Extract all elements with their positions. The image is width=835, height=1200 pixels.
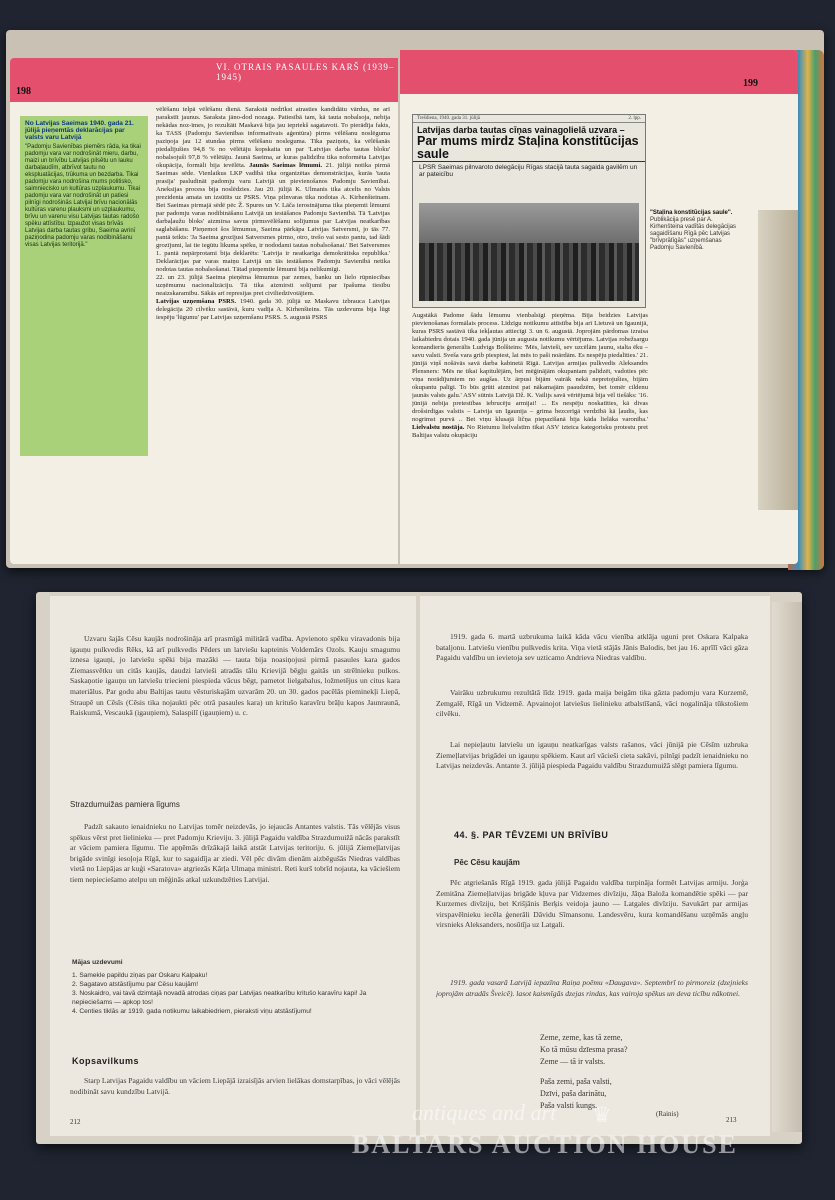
page-213 xyxy=(420,596,770,1136)
page-199 xyxy=(400,50,798,564)
section-heading: Strazdumuižas pamiera līgums xyxy=(70,800,180,809)
page-number: 213 xyxy=(726,1116,737,1124)
paragraph: 1940. gada 30. jūlijā uz Maskavu izbrauca Latvijas delegācija 20 cilvēku sastāvā, kuru vadīja A. Kirhenšteins. Tās uzdevums bija lūgt iespēju 'lūgumu' par Latvijas uzņemšanu PSRS. 5. augustā PSRS xyxy=(156,298,390,321)
paragraph: 21. jūlijā notika pirmā Saeimas sēde. Vienlaikus LKP vadībā tika organizētas demonstrācijas, kurās 'tauta prasīja' pasludināt padomju varu Latvijā un pievienošanos Padomju Savienībai. Aneksijas process bija noslēdzies. Jau 20. jūlijā K. Ulmanis tika atcelts no Valsts prezidenta amata un izsūtīts uz PSRS. Viņa pilnvaras tika nodotas A. Kirhenšteinam. Bet Saeimas pirmajā sēdē pēc Ž. Spures un V. Lāča ierosinājuma tika pieņemti lēmumi par padomju varas nodibināšanu Latvijā un iestāšanos Padomju Savienībā. Tā 'Latvijas darbaļaužu bloks' aizmirsa savus pirmsvēlēšanu solījumus par Latvijas neatkarības saglabāšanu. Pieņemot šos lēmumus, Saeima pārkāpa Latvijas Satversmi, jo tās 77. pantā teikts: 'Ja Saeima grozījusi Satversmes pirmo, otro, trešo vai sesto pantu, tad šādi grozījumi, lai tie iegūtu likuma spēku, ir nododami tautas nobalsošanai.' Bet Satversmes 1. pantā nepārprotami bija deklarēts: 'Latvija ir neatkarīga demokrātiska republika.' Deklarācijas par varas maiņu Latvijā un tās iestāšanos Padomju Savienībā netika nodotas tautas nobalsošanai. Tātad pieņemtie lēmumi bija nelikumīgi. xyxy=(156,162,390,273)
section-heading: Pēc Cēsu kaujām xyxy=(454,858,520,867)
sidebar-title: No Latvijas Saeimas 1940. gada 21. jūlijā pieņemtās deklarācijas par valsts varu Latvijā xyxy=(25,120,134,141)
poem-line: Ko tā mūsu dzīesma prasa? xyxy=(540,1045,628,1054)
homework-item: 3. Noskaidro, vai tavā dzimtajā novadā atrodas ciņas par Latvijas neatkarību kritušo karavīru kapi! Ja nepieciešams — apkop tos! xyxy=(72,990,367,1006)
page-number: 198 xyxy=(16,86,31,97)
section-heading: Lielvalstu nostāja. xyxy=(412,424,465,431)
chapter-title: 44. §. PAR TĒVZEMI UN BRĪVĪBU xyxy=(454,830,609,840)
summary-heading: Kopsavilkums xyxy=(72,1056,140,1066)
poem-author: (Rainis) xyxy=(656,1110,679,1118)
crown-icon: ♛ xyxy=(592,1102,612,1127)
bottom-book xyxy=(36,592,802,1144)
main-column xyxy=(412,312,648,558)
page-198 xyxy=(10,58,398,564)
page-edges xyxy=(772,602,802,1132)
paragraph: vēlēšanu telpā vēlēšanu dienā. Sarakstā nedrīkst atrasties kandidātu vārdus, ne arī parakstīt jaunus. Saraksta jāno-dod nozaga. Patiesībā tam, kā tauta nobalsoja, nebija nekādas noz-īmes, jo rezultāti Maskavā bija jau iepriekš sagatavoti. To pierādīja fakts, ka TASS (Padomju Savienības informatīvais aģentūra) pirms vēlēšanu noslēguma paziņoja jau 12 stundas pirms vēlēšanu nosleguma. Tika paziņots, ka vēlēšanās piedalījušies 94,8 % no vēlētāju kopskaita un par 'Latvijas darba tautas bloku' nobalsojuši 97,8 % vēlētāju. Jaunā Saeima, ar kuras palīdzību tika noformēta Latvijas okupācija, formāli bija ievēlēta. xyxy=(156,106,390,169)
top-book xyxy=(6,30,824,568)
newspaper-page: 2. lpp. xyxy=(628,116,641,121)
poem-line: Paša valsti kungs. xyxy=(540,1101,598,1110)
paragraph: Padzīt sakauto ienaidnieku no Latvijas tomēr neizdevās, jo iejaucās Antantes valstis. Tās vēlējās visus spēkus vērst pret lielinieku — pret Padomju Krieviju. 3. jūlijā Pagaidu valdība Strazdumuižā nācās parakstīt ar vāciem pamiera līgumu. Tie apņēmās drīzākajā laikā atstāt Latvijas teritoriju. 6. jūlijā Ziemeļlatvijas brigāde svinīgi iesoļoja Rīgā, kur to sagaidīja ar ziedi. Vēl pēc divām dienām aizbēgušās Niedras valdības vietā no Liepājas ar kuģi «Saratova» atgriezās Kārļa Ulmaņa ministri. Reti kurš tobrīd nojauta, ka vāciešiem tiem nepieciešamo atelpu un mēģinās atkal uzkundzēties Latvijai. xyxy=(70,822,400,884)
page-number: 199 xyxy=(743,78,758,89)
newspaper-headline-2: Par mums mirdz Staļina konstitūcijas saule xyxy=(413,135,645,162)
paragraph: 1919. gada 6. martā uzbrukuma laikā kāda vācu vienība atklāja uguni pret Oskara Kalpaka bataljonu. Latviešu vienību pulkvedis krita. Viņa vietā stājās Jānis Balodis, bet jau 16. aprīlī vāci gāza Pagaidu valdību un ievietoja sev uzticamo Andrieva Niedras valdību. xyxy=(436,632,748,663)
crowd-photo xyxy=(419,203,639,301)
paragraph: 22. un 23. jūlijā Saeima pieņēma lēmumus par zemes, banku un lielo rūpniecības uzņēmumu nacionalizāciju. Tā tika aizmirsti solījumi par īpašuma tiesību neaizskaramību. Sākās arī represijas pret civiliedzīvotājiem. xyxy=(156,274,390,297)
paragraph: Pēc atgriešanās Rīgā 1919. gada jūlijā Pagaidu valdība turpināja formēt Latvijas armiju. Jorģa Zemitāna Ziemeļlatvijas brigāde kļuva par Vidzemes divīziju, Jāņa Baloža komandētie spēki — par Kurzemes divīziju, bet Krišjānis Berķis veidoja jauno — Latgales divīziju. Savukārt par armijas virspavēlnieku iecēla ģenerāli Dāvidu Sīmansonu. Landesvēru, kura komandēšanu uzņēmās angļu virsnieks Aleksanders, nosūtīja uz Latgali. xyxy=(436,878,748,930)
caption-title: "Staļina konstitūcijas saule". xyxy=(650,210,733,216)
caption-body: Publikācija presē par A. Kirhenšteina vadītās delegācijas sagaidīšanu Rīgā pēc Latvijas "brīvprātīgās" uzņemšanas Padomju Savienībā. xyxy=(650,217,737,251)
homework-item: 4. Centies tiklās ar 1919. gada notikumu laikabiedriem, pieraksti viņu atstāstījumu! xyxy=(72,1008,312,1015)
newspaper-headline-1: Latvijas darba tautas cīņas vainagolielā uzvara – xyxy=(417,125,625,135)
paragraph: Augstākā Padome šādu lēmumu vienbalsīgi pieņēma. Bija beidzies Latvijas pievienošanas formālais process. Līdzīgu notikumu attīstība bija arī Lietuvā un Igaunijā, kuras PSRS sastāvā tika iekļautas attiecīgi 3. un 6. augustā. Joprojām pārdomas izraisa laikabiedru dotais 1940. gada jūnija un augusta notikumu vērtējums. Latvijas robežsargu komandieris ģenerālis Ludvigs Bolšteins: 'Mēs, latvieši, sev uzcēlām jaunu, stalta ēku – savu valsti. Sveša vara grib piespiest, lai mēs to paši noārdām. Es nespēju piedalīties.' 21. jūnijā viņš nošāvās savā darba kabinetā Rīgā. Latvijas armijas pulkvedis Aleksandrs Plensners: 'Mēs ne tikai kapitulējām, bet mēģinājām okupantam palīdzēt, vadoties pēc viņa norādījumiem no augšas. Uz ārpusi bijām vairāk nekā nepretojušies, bijām okupantu palīgi. To būs grūti aizmirst pat nākamajām paaudzēm, bet tomēr cildenu jaunās valsts galu.' ASV sūtnis Latvijā Dž. K. Vailijs savā vērtējumā bija vēl tiešāks: '16. jūnijā nebija pretestības iebrucēju armijai! ... Es nespēju noskatīties, kā divas drošsirdīgas valstis – Latvija un Igaunija – grima bezcerīgā verdzībā kā ļaudis, kas nogrimst purvā .. Bet viņu klusajā ličņa piepazīšanā bija kāda lielāka varonība.' xyxy=(412,312,648,423)
poem-line: Zeme, zeme, kas tā zeme, xyxy=(540,1033,623,1042)
newspaper-dateline xyxy=(413,115,645,123)
poem-line: Dzīvi, paša darinātu, xyxy=(540,1089,607,1098)
adjacent-page-strip xyxy=(758,210,798,510)
newspaper-subheadline: LPSR Saeimas pilnvaroto delegāciju Rīgas stacijā tauta sagaida gavilēm un ar pateicību xyxy=(419,164,638,178)
newspaper-date: Trešdiena, 1940. gada 31. jūlijā xyxy=(417,116,481,121)
green-sidebar xyxy=(20,116,148,456)
section-heading: Jaunās Saeimas lēmumi. xyxy=(249,162,323,169)
sidebar-quote: "Padomju Savienības piemērs rāda, ka tikai padomju vara var nodrošināt mieru, darbu, maizi un brīvību Latvijas pilsētu un lauku darbaļaudīm, atbrīvot tautu no ekspluatācijas, trūkuma un bezdarba. Tikai padomju vara nodrošina mums politisko, saimniecisko un kultūras uzplaukumu. Tikai padomju vara var nodrošināt un patiesi pilnīgi nodrošinās Latvijai brīvu nacionālās kultūras varenu plauksmi un uzplaukumu, brīvu un varenu visu Latvijas tautas radošo spēku attīstību. Izpaužot visas brīvās Latvijas darba tautas gribu, Saeima avrinī paziņodina padomju varas nodibināšanu visas Latvijas teritorijā." xyxy=(25,144,141,248)
homework-block xyxy=(72,958,396,1016)
chapter-header: VI. OTRAIS PASAULES KARŠ (1939–1945) xyxy=(216,62,395,82)
homework-title: Mājas uzdevumi xyxy=(72,959,123,966)
pink-header-band xyxy=(400,50,798,94)
paragraph: No Rietumu lielvalstīm tikai ASV izteica kategorisku protestu pret Baltijas valstu okupāciju xyxy=(412,424,648,439)
poem-line: Zeme — tā ir valsts. xyxy=(540,1057,606,1066)
paragraph: Vairāku uzbrukumu rezultātā līdz 1919. gada maija beigām tika gāzta padomju vara Kurzemē, Zemgalē, Rīgā un Vidzemē. Apvainojot latviešus lielinieku atbalstīšanā, vāci nogalināja tūkstošiem cilvēku. xyxy=(436,688,748,719)
homework-item: 2. Sagatavo atstāstījumu par Cēsu kaujām! xyxy=(72,981,199,988)
photo-caption xyxy=(650,210,742,252)
homework-item: 1. Samekle papildu ziņas par Oskaru Kalpaku! xyxy=(72,972,208,979)
watermark-line-2: BALTARS AUCTION HOUSE xyxy=(352,1130,738,1159)
page-number: 212 xyxy=(70,1118,81,1126)
main-column xyxy=(156,106,390,562)
watermark-line-1: antiques and art xyxy=(412,1100,557,1125)
section-heading: Latvijas uzņemšana PSRS. xyxy=(156,298,237,305)
paragraph: Uzvaru šajās Cēsu kaujās nodrošināja arī prasmīgā militārā vadība. Apvienoto spēku viravadonis bija igauņu pulkvedis Rēks, kā arī pulkvedis Pēders un latviešu kapteinis Voldemārs Ozols. Kauju smagumu iznesa igauņi, jo latviešu spēki bija mazāki — tauta bija noasiņojusi pirmā pasaules kara gados Ziemassvētku un citās kaujās, daudzi latvieši atradās tālu Krievijā bēgļu gaitās un strēlnieku pulkos. Saskaņotie igauņu un latviešu triecieni piespieda vācus bēgt, pametot lielgabalus, ložmetējus un citus kara materiālus. Par godu abu Baltijas tautu vēsturiskajām uzvarām 20. un 30. gados pacēlās pieminekļi Liepā, Straupē un Cēsīs (Cēsis tika nojaukti pēc otrā pasaules kara) un kritušo karavīru brāļu kapos Jaunraunā, Raiskumā, Vescaukā (igauņiem), Salaspilī (igauņiem) u. c. xyxy=(70,634,400,718)
paragraph: Starp Latvijas Pagaidu valdību un vāciem Liepājā izraisījās arvien lielākas domstarpības, jo vāci vēlējās nodibināt savu kundzību Latvijā. xyxy=(70,1076,400,1096)
poem-stanza-1 xyxy=(540,1032,628,1068)
poem-line: Paša zemi, paša valsti, xyxy=(540,1077,612,1086)
paragraph: Lai nepieļautu latviešu un igauņu neatkarīgas valsts rašanos, vāci jūnijā pie Cēsīm uzbruka Ziemeļlatvijas brigādei un igauņu spēkiem. Kaut arī vācieši cieta sakāvi, pilnīgi padzīt ienaidnieku no Latvijas neizdevās. Antante 3. jūlijā piespieda Pagaidu valdību Strazdumuižā slēgt pamiera līgumu. xyxy=(436,740,748,771)
auction-watermark xyxy=(352,1100,792,1170)
newspaper-clipping xyxy=(412,114,646,308)
paragraph: 1919. gada vasarā Latvijā iepazīna Raiņa poēmu «Daugava». Septembrī to pirmoreiz (dzejnieks joprojām atradās Šveicē). lasot kaismīgās dzejas rindas, kas vairoja spēkus un deva ticību nākotnei. xyxy=(436,978,748,998)
page-212 xyxy=(50,596,416,1136)
